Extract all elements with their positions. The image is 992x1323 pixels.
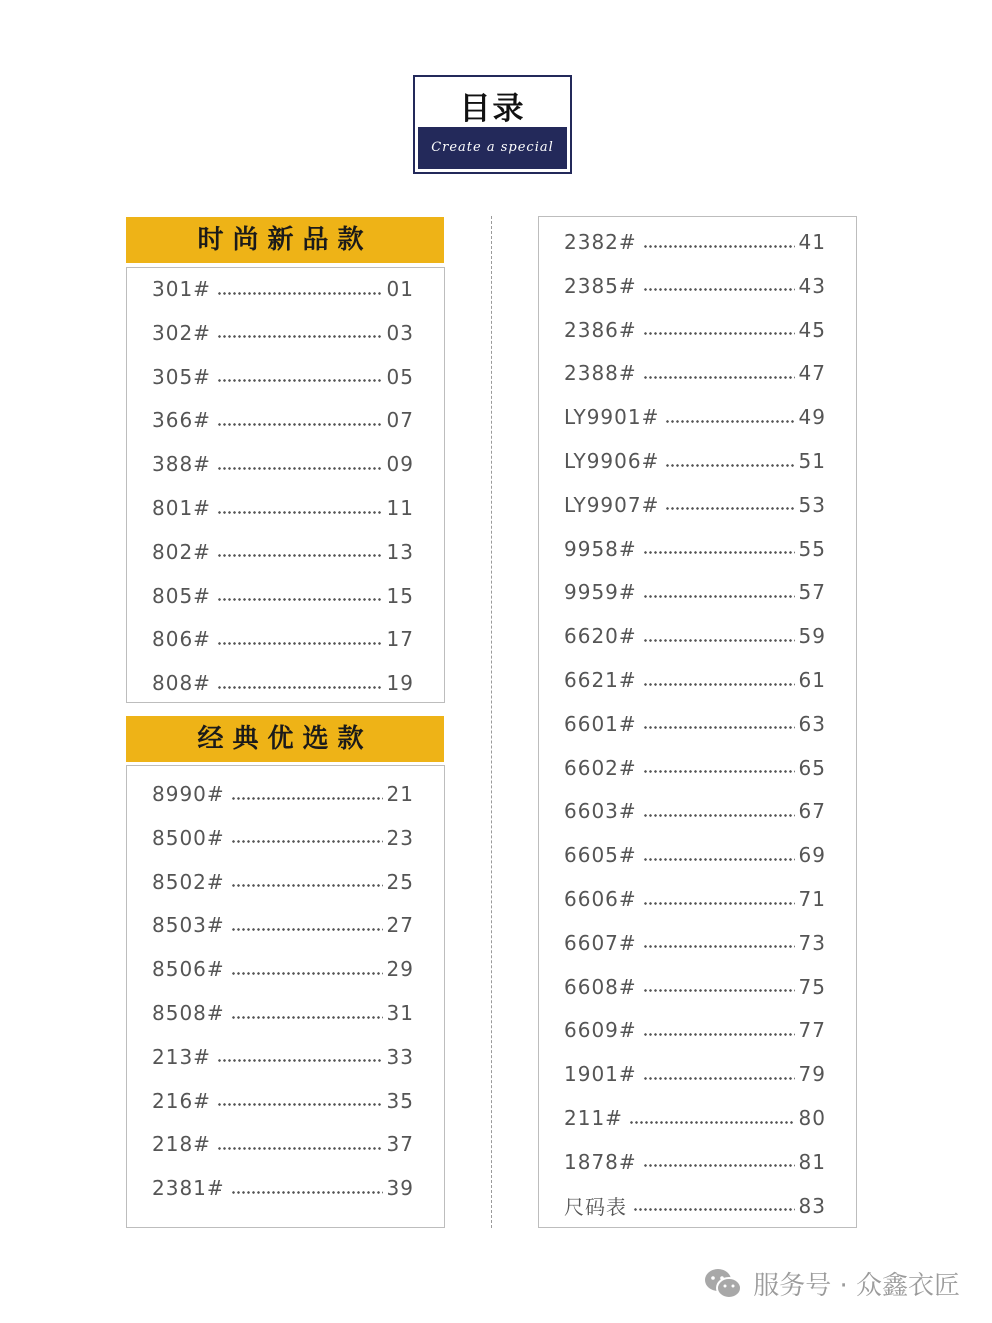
toc-entry-page: 35 <box>386 1088 414 1113</box>
toc-entry <box>564 928 826 958</box>
column-divider <box>491 216 492 1228</box>
toc-entry-leader-dots <box>643 551 795 554</box>
toc-entry-page: 79 <box>798 1062 826 1087</box>
toc-entry <box>564 358 826 388</box>
toc-entry-page: 31 <box>386 1001 414 1025</box>
toc-entry-code: 8506# <box>152 957 225 982</box>
toc-entry-code: 388# <box>152 452 211 477</box>
toc-entry <box>152 581 414 611</box>
toc-entry-page: 19 <box>386 671 414 696</box>
toc-entry-page: 43 <box>798 273 826 298</box>
toc-entry <box>564 446 826 476</box>
toc-entry <box>152 1173 414 1203</box>
toc-entry <box>152 823 414 853</box>
toc-entry <box>564 1059 826 1089</box>
toc-entry-page: 67 <box>798 799 826 824</box>
toc-entry-page: 01 <box>386 277 414 301</box>
toc-entry <box>152 668 414 698</box>
toc-entry-code: 2381# <box>152 1176 225 1201</box>
toc-entry-leader-dots <box>643 989 795 992</box>
toc-entry <box>564 402 826 432</box>
toc-entry-page: 33 <box>386 1044 414 1069</box>
toc-entry-leader-dots <box>629 1121 795 1124</box>
toc-entry-page: 25 <box>386 869 414 894</box>
toc-entry-leader-dots <box>643 902 795 905</box>
toc-entry-leader-dots <box>643 1164 795 1167</box>
toc-entry-code: 806# <box>152 627 211 652</box>
toc-entry-leader-dots <box>217 511 383 514</box>
toc-entry-page: 57 <box>798 580 826 605</box>
toc-entry-code: 1878# <box>564 1149 637 1174</box>
toc-entry-leader-dots <box>633 1208 795 1211</box>
toc-entry <box>564 884 826 914</box>
toc-entry-page: 65 <box>798 755 826 780</box>
toc-entry-leader-dots <box>665 464 794 467</box>
toc-subtitle: Create a special <box>418 127 567 169</box>
toc-entry-page: 55 <box>798 536 826 561</box>
toc-entry-leader-dots <box>217 1059 383 1062</box>
toc-entry <box>564 315 826 345</box>
toc-entry-code: 305# <box>152 364 211 389</box>
toc-entry-leader-dots <box>231 797 383 800</box>
toc-entry-page: 13 <box>386 539 414 564</box>
section-list-classic <box>126 765 445 1228</box>
toc-title-box <box>413 75 572 174</box>
toc-entry-leader-dots <box>643 332 795 335</box>
toc-entry <box>152 998 414 1028</box>
toc-entry-code: 6605# <box>564 843 637 868</box>
toc-entry <box>152 624 414 654</box>
toc-entry-page: 75 <box>798 974 826 999</box>
toc-entry-code: LY9901# <box>564 405 660 430</box>
right-list <box>538 216 857 1228</box>
toc-entry <box>152 318 414 348</box>
toc-entry-leader-dots <box>643 858 795 861</box>
footer-text: 服务号 · 众鑫衣匠 <box>753 1271 960 1301</box>
toc-entry <box>564 1191 826 1221</box>
toc-entry-code: 6609# <box>564 1018 637 1043</box>
toc-entry-leader-dots <box>665 507 794 510</box>
toc-entry <box>564 577 826 607</box>
toc-entry-leader-dots <box>217 1103 383 1106</box>
toc-entry <box>564 709 826 739</box>
toc-entry <box>564 227 826 257</box>
toc-entry-code: 2382# <box>564 230 637 254</box>
toc-entry-code: 8508# <box>152 1001 225 1025</box>
toc-entry-code: 8990# <box>152 782 225 806</box>
toc-entry-code: 1901# <box>564 1062 637 1087</box>
toc-entry <box>152 867 414 897</box>
toc-entry <box>152 537 414 567</box>
toc-entry-code: 218# <box>152 1132 211 1157</box>
toc-entry-page: 21 <box>386 782 414 806</box>
toc-entry-page: 07 <box>386 408 414 433</box>
toc-entry-leader-dots <box>643 376 795 379</box>
toc-entry <box>152 1042 414 1072</box>
toc-entry-leader-dots <box>643 945 795 948</box>
toc-entry-code: LY9907# <box>564 492 660 517</box>
toc-entry-leader-dots <box>231 928 383 931</box>
toc-entry-code: LY9906# <box>564 449 660 473</box>
toc-entry <box>152 274 414 304</box>
toc-entry <box>152 493 414 523</box>
toc-entry <box>564 840 826 870</box>
toc-entry-page: 23 <box>386 825 414 850</box>
toc-entry-page: 69 <box>798 843 826 868</box>
toc-entry-page: 53 <box>798 492 826 517</box>
toc-entry-page: 45 <box>798 317 826 342</box>
toc-entry-leader-dots <box>217 642 383 645</box>
toc-entry-code: 6620# <box>564 624 637 649</box>
toc-entry-leader-dots <box>665 420 794 423</box>
toc-entry-leader-dots <box>231 840 383 843</box>
section-header-new: 时尚新品款 <box>126 217 444 263</box>
toc-entry-page: 15 <box>386 583 414 608</box>
toc-entry-code: 9958# <box>564 536 637 561</box>
toc-entry-page: 51 <box>798 449 826 473</box>
toc-entry-leader-dots <box>643 288 795 291</box>
toc-entry-page: 47 <box>798 361 826 386</box>
footer-brand <box>703 1265 960 1302</box>
toc-entry-leader-dots <box>643 683 795 686</box>
toc-entry <box>152 779 414 809</box>
toc-entry-leader-dots <box>217 379 383 382</box>
toc-entry <box>564 753 826 783</box>
toc-entry <box>564 796 826 826</box>
toc-entry-page: 41 <box>798 230 826 254</box>
section-header-classic: 经典优选款 <box>126 716 444 762</box>
toc-entry-leader-dots <box>217 686 383 689</box>
toc-entry-leader-dots <box>643 245 795 248</box>
toc-entry-page: 29 <box>386 957 414 982</box>
toc-entry-code: 8502# <box>152 869 225 894</box>
toc-entry <box>152 449 414 479</box>
toc-entry-page: 63 <box>798 711 826 736</box>
toc-entry <box>152 1129 414 1159</box>
toc-entry-page: 83 <box>798 1193 826 1218</box>
toc-entry-leader-dots <box>643 595 795 598</box>
toc-entry-leader-dots <box>643 770 795 773</box>
toc-entry-leader-dots <box>231 972 383 975</box>
toc-entry-code: 213# <box>152 1044 211 1069</box>
toc-entry <box>152 1086 414 1116</box>
toc-entry-code: 366# <box>152 408 211 433</box>
toc-entry-code: 尺码表 <box>564 1195 627 1220</box>
toc-entry-page: 81 <box>798 1149 826 1174</box>
toc-entry-code: 2386# <box>564 317 637 342</box>
toc-entry <box>564 1103 826 1133</box>
toc-entry-leader-dots <box>217 423 383 426</box>
wechat-icon <box>703 1267 743 1301</box>
toc-entry <box>564 271 826 301</box>
toc-entry-code: 211# <box>564 1106 623 1130</box>
toc-entry-page: 59 <box>798 624 826 649</box>
toc-entry-leader-dots <box>231 884 383 887</box>
toc-entry-page: 27 <box>386 913 414 938</box>
toc-entry <box>564 972 826 1002</box>
toc-entry <box>564 665 826 695</box>
toc-entry-page: 05 <box>386 364 414 389</box>
toc-entry-leader-dots <box>643 1077 795 1080</box>
toc-entry-code: 216# <box>152 1088 211 1113</box>
toc-entry-leader-dots <box>231 1191 383 1194</box>
toc-entry-page: 11 <box>386 496 414 520</box>
toc-entry <box>564 490 826 520</box>
toc-entry-leader-dots <box>643 726 795 729</box>
toc-entry-leader-dots <box>217 292 383 295</box>
toc-entry-leader-dots <box>643 639 795 642</box>
toc-entry-page: 39 <box>386 1176 414 1201</box>
toc-entry-code: 2385# <box>564 273 637 298</box>
toc-entry-leader-dots <box>643 1033 795 1036</box>
toc-entry-leader-dots <box>217 335 383 338</box>
toc-entry-page: 17 <box>386 627 414 652</box>
toc-entry-page: 77 <box>798 1018 826 1043</box>
toc-entry-code: 805# <box>152 583 211 608</box>
toc-title: 目录 <box>459 91 526 127</box>
toc-entry-code: 6607# <box>564 930 637 955</box>
toc-entry-code: 2388# <box>564 361 637 386</box>
toc-entry-code: 801# <box>152 496 211 520</box>
toc-entry-leader-dots <box>643 814 795 817</box>
toc-entry-page: 03 <box>386 320 414 345</box>
toc-entry-code: 8503# <box>152 913 225 938</box>
toc-entry <box>152 954 414 984</box>
toc-entry-leader-dots <box>217 554 383 557</box>
toc-entry-code: 9959# <box>564 580 637 605</box>
toc-entry <box>564 534 826 564</box>
toc-entry-code: 802# <box>152 539 211 564</box>
toc-entry <box>564 1015 826 1045</box>
toc-entry-code: 8500# <box>152 825 225 850</box>
toc-entry-leader-dots <box>231 1016 383 1019</box>
toc-entry-leader-dots <box>217 1147 383 1150</box>
toc-entry-code: 808# <box>152 671 211 696</box>
toc-entry <box>564 621 826 651</box>
toc-entry-code: 6608# <box>564 974 637 999</box>
toc-entry-code: 302# <box>152 320 211 345</box>
toc-entry-code: 6601# <box>564 711 637 736</box>
toc-entry <box>152 362 414 392</box>
toc-entry-page: 49 <box>798 405 826 430</box>
toc-entry-page: 61 <box>798 668 826 692</box>
section-list-new <box>126 267 445 703</box>
toc-entry-leader-dots <box>217 598 383 601</box>
toc-entry-code: 6602# <box>564 755 637 780</box>
toc-entry <box>152 405 414 435</box>
toc-entry-page: 37 <box>386 1132 414 1157</box>
toc-entry <box>564 1147 826 1177</box>
toc-entry-code: 6621# <box>564 668 637 692</box>
toc-entry-page: 71 <box>798 887 826 911</box>
toc-entry-code: 6606# <box>564 887 637 911</box>
toc-entry-page: 73 <box>798 930 826 955</box>
toc-entry-leader-dots <box>217 467 383 470</box>
toc-entry-page: 80 <box>798 1106 826 1130</box>
toc-entry-code: 6603# <box>564 799 637 824</box>
toc-entry <box>152 910 414 940</box>
toc-entry-code: 301# <box>152 277 211 301</box>
toc-entry-page: 09 <box>386 452 414 477</box>
